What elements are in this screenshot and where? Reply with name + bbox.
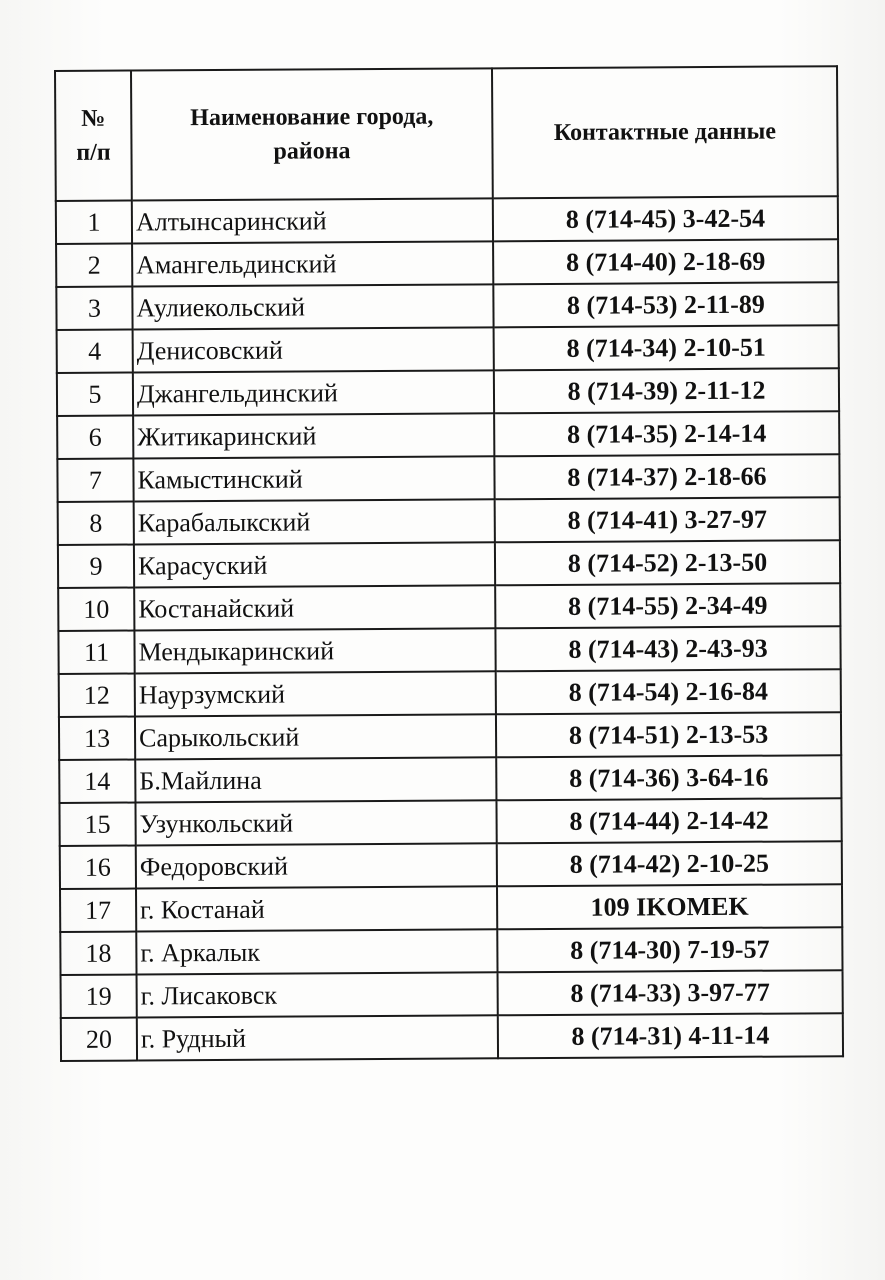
table-row: [59, 669, 841, 717]
table-row: [57, 411, 839, 459]
table-row: [57, 325, 839, 373]
row-phone: 8 (714-54) 2-16-84: [496, 669, 841, 714]
row-number: 8: [58, 502, 134, 545]
row-phone: 8 (714-34) 2-10-51: [494, 325, 839, 370]
table-row: [56, 196, 838, 244]
header-contact: Контактные данные: [492, 66, 838, 198]
row-name: Амангельдинский: [132, 241, 493, 286]
row-number: 3: [56, 287, 132, 330]
table-row: [59, 798, 841, 846]
row-name: Карасуский: [134, 542, 495, 587]
row-name: г. Лисаковск: [137, 972, 498, 1017]
table-row: [59, 755, 841, 803]
row-phone: 8 (714-33) 3-97-77: [498, 970, 843, 1015]
row-phone: 8 (714-37) 2-18-66: [494, 454, 839, 499]
row-name: г. Костанай: [136, 886, 497, 931]
row-number: 20: [61, 1018, 137, 1061]
table-header-row: [55, 66, 838, 201]
row-phone: 8 (714-31) 4-11-14: [498, 1013, 843, 1058]
table-body: [56, 196, 843, 1061]
row-number: 13: [59, 717, 135, 760]
row-phone: 8 (714-44) 2-14-42: [496, 798, 841, 843]
row-number: 14: [59, 760, 135, 803]
row-phone: 8 (714-41) 3-27-97: [495, 497, 840, 542]
row-phone: 8 (714-30) 7-19-57: [497, 927, 842, 972]
table-row: [61, 970, 843, 1018]
table-row: [58, 497, 840, 545]
row-name: Наурзумский: [135, 671, 496, 716]
row-name: Узункольский: [135, 800, 496, 845]
header-name: [131, 68, 493, 200]
row-number: 16: [60, 846, 136, 889]
row-phone: 8 (714-39) 2-11-12: [494, 368, 839, 413]
row-name: Джангельдинский: [133, 370, 494, 415]
row-number: 17: [60, 889, 136, 932]
header-number-line2: п/п: [76, 139, 111, 166]
row-phone: 8 (714-55) 2-34-49: [495, 583, 840, 628]
table-row: [58, 540, 840, 588]
row-name: Карабалыкский: [134, 499, 495, 544]
row-phone: 8 (714-45) 3-42-54: [493, 196, 838, 241]
row-number: 10: [58, 588, 134, 631]
table-row: [61, 1013, 843, 1061]
row-name: Костанайский: [134, 585, 495, 630]
table-row: [56, 282, 838, 330]
row-phone: 109 IKOMEK: [497, 884, 842, 929]
table-row: [60, 927, 842, 975]
row-name: Мендыкаринский: [134, 628, 495, 673]
table-row: [60, 841, 842, 889]
table-row: [57, 368, 839, 416]
row-name: Алтынсаринский: [132, 198, 493, 243]
row-name: Камыстинский: [133, 456, 494, 501]
header-name-line1: Наименование города,: [190, 103, 434, 132]
header-name-line2: района: [273, 138, 351, 165]
row-name: Сарыкольский: [135, 714, 496, 759]
table-row: [56, 239, 838, 287]
row-name: г. Рудный: [137, 1015, 498, 1060]
row-name: Федоровский: [136, 843, 497, 888]
row-number: 7: [57, 459, 133, 502]
table-row: [60, 884, 842, 932]
header-number-line1: №: [81, 105, 106, 132]
row-phone: 8 (714-40) 2-18-69: [493, 239, 838, 284]
row-number: 5: [57, 373, 133, 416]
row-phone: 8 (714-36) 3-64-16: [496, 755, 841, 800]
row-phone: 8 (714-35) 2-14-14: [494, 411, 839, 456]
row-number: 2: [56, 244, 132, 287]
row-phone: 8 (714-42) 2-10-25: [497, 841, 842, 886]
row-number: 18: [60, 932, 136, 975]
row-number: 15: [59, 803, 135, 846]
row-number: 4: [57, 330, 133, 373]
row-number: 9: [58, 545, 134, 588]
header-number: [55, 71, 132, 201]
contacts-table: [54, 65, 844, 1062]
row-name: Денисовский: [133, 327, 494, 372]
table-row: [58, 583, 840, 631]
table-row: [58, 626, 840, 674]
row-number: 11: [58, 631, 134, 674]
table-row: [59, 712, 841, 760]
row-name: Житикаринский: [133, 413, 494, 458]
row-number: 12: [59, 674, 135, 717]
row-name: г. Аркалык: [136, 929, 497, 974]
row-phone: 8 (714-51) 2-13-53: [496, 712, 841, 757]
row-name: Аулиекольский: [132, 284, 493, 329]
row-name: Б.Майлина: [135, 757, 496, 802]
row-number: 6: [57, 416, 133, 459]
row-phone: 8 (714-52) 2-13-50: [495, 540, 840, 585]
row-number: 19: [61, 975, 137, 1018]
row-number: 1: [56, 201, 132, 244]
row-phone: 8 (714-53) 2-11-89: [493, 282, 838, 327]
row-phone: 8 (714-43) 2-43-93: [495, 626, 840, 671]
table-row: [57, 454, 839, 502]
